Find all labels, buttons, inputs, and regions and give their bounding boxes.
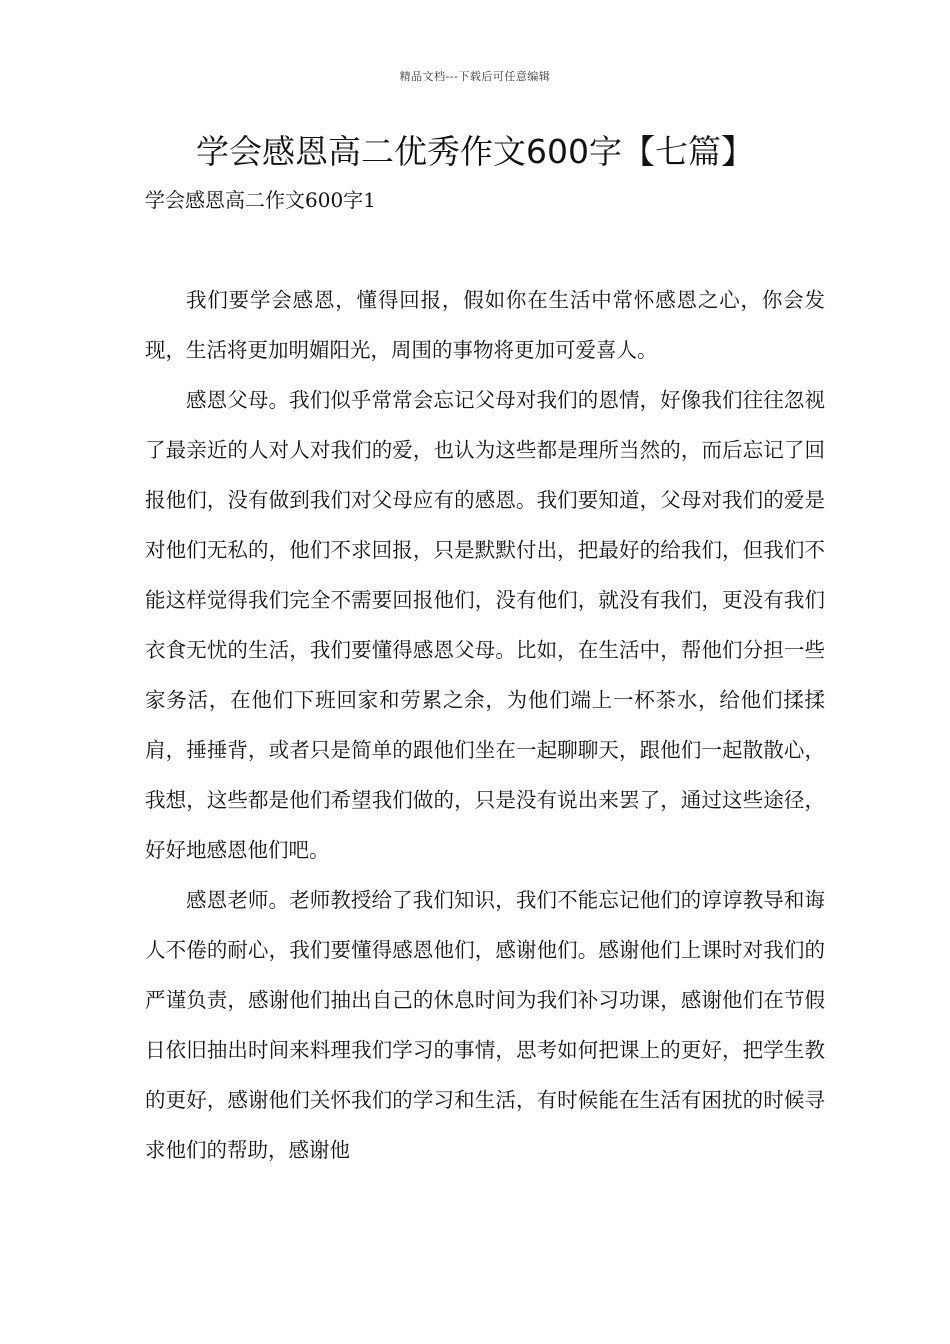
section-heading: 学会感恩高二作文600字1 [145,188,376,212]
document-body [145,275,825,1175]
paragraph-teachers: 感恩老师。老师教授给了我们知识，我们不能忘记他们的谆谆教导和诲人不倦的耐心，我们要懂得感恩他们，感谢他们。感谢他们上课时对我们的严谨负责，感谢他们抽出自己的休息时间为我们补习功课，感谢他们在节假日依旧抽出时间来料理我们学习的事情，思考如何把课上的更好，把学生教的更好，感谢他们关怀我们的学习和生活，有时候能在生活有困扰的时候寻求他们的帮助，感谢他 [145,888,825,1162]
paragraph-parents: 感恩父母。我们似乎常常会忘记父母对我们的恩情，好像我们往往忽视了最亲近的人对人对我们的爱，也认为这些都是理所当然的，而后忘记了回报他们，没有做到我们对父母应有的感恩。我们要知道，父母对我们的爱是对他们无私的，他们不求回报，只是默默付出，把最好的给我们，但我们不能这样觉得我们完全不需要回报他们，没有他们，就没有我们，更没有我们衣食无忧的生活，我们要懂得感恩父母。比如，在生活中，帮他们分担一些家务活，在他们下班回家和劳累之余，为他们端上一杯茶水，给他们揉揉肩，捶捶背，或者只是简单的跟他们坐在一起聊聊天，跟他们一起散散心，我想，这些都是他们希望我们做的，只是没有说出来罢了，通过这些途径，好好地感恩他们吧。 [145,388,825,862]
paragraph-intro: 我们要学会感恩，懂得回报，假如你在生活中常怀感恩之心，你会发现，生活将更加明媚阳光，周围的事物将更加可爱喜人。 [145,288,825,362]
document-title: 学会感恩高二优秀作文600字【七篇】 [196,132,754,171]
page-header: 精品文档---下载后可任意编辑 [399,70,551,83]
